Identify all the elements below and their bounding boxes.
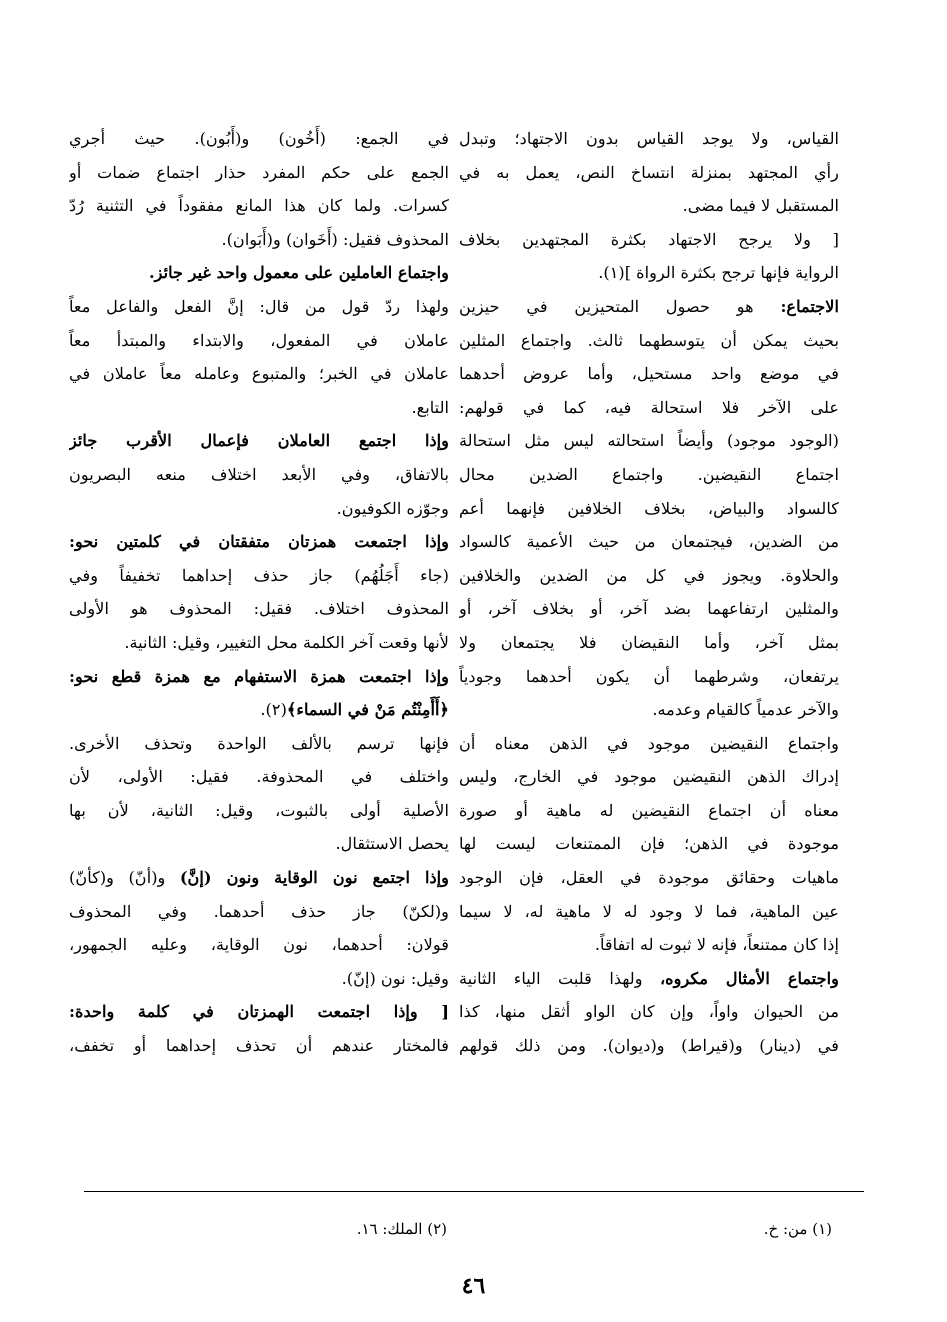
text-line bbox=[459, 391, 839, 425]
text-line bbox=[69, 391, 449, 425]
text-line bbox=[69, 223, 449, 257]
line-text: الجمع على حكم المفرد حذار اجتماع ضمات أو bbox=[69, 162, 449, 182]
bold-term: وإذا اجتمعت همزتان متفقتان في كلمتين نحو: bbox=[69, 532, 449, 552]
line-text: المحذوف فقيل: (أَخَوان) و(أَبَوان). bbox=[221, 229, 449, 249]
line-text: فإنها ترسم بالألف الواحدة وتحذف الأخرى. bbox=[69, 733, 449, 753]
line-text: (٢). bbox=[260, 700, 287, 720]
line-text: هو حصول المتحيزين في حيزين bbox=[459, 296, 781, 316]
line-text: معناه أن اجتماع النقيضين له ماهية أو صورة bbox=[459, 800, 839, 820]
line-text: واختلف في المحذوفة. فقيل: الأولى، لأن bbox=[69, 767, 449, 787]
text-line bbox=[459, 559, 839, 593]
text-line bbox=[69, 525, 449, 559]
line-text: كسرات. ولما كان هذا المانع مفقوداً في التثنية رُدّ bbox=[69, 196, 449, 216]
line-text: بحيث يمكن أن يتوسطهما ثالث. واجتماع المثلين bbox=[459, 330, 839, 350]
line-text: عاملان في المفعول، والابتداء والمبتدأ معاً bbox=[69, 330, 449, 350]
line-text: القياس، ولا يوجد القياس بدون الاجتهاد؛ وتبدل bbox=[459, 129, 839, 148]
line-text: الرواية فإنها ترجح بكثرة الرواة ](١). bbox=[598, 263, 839, 283]
text-line bbox=[459, 827, 839, 861]
text-line bbox=[459, 962, 839, 996]
text-line bbox=[69, 962, 449, 996]
line-text: بمثل آخر، وأما النقيضان فلا يجتمعان ولا bbox=[459, 632, 839, 652]
text-line bbox=[459, 324, 839, 358]
text-line bbox=[459, 727, 839, 761]
line-text: الأصلية أولى بالثبوت، وقيل: الثانية، لأن بها bbox=[69, 800, 449, 820]
text-line bbox=[459, 357, 839, 391]
line-text: [ ولا يرجح الاجتهاد بكثرة المجتهدين بخلاف bbox=[459, 229, 839, 249]
line-text: في (دينار) و(قيراط) و(ديوان). ومن ذلك قولهم bbox=[459, 1036, 839, 1056]
line-text: رأي المجتهد بمنزلة انتساخ النص، يعمل به في bbox=[459, 162, 839, 182]
bold-term: الاجتماع: bbox=[780, 296, 839, 316]
text-line bbox=[69, 357, 449, 391]
line-text: وقيل: نون (إنّ). bbox=[341, 968, 449, 988]
text-line bbox=[459, 223, 839, 257]
text-line bbox=[69, 592, 449, 626]
bold-term: ﴿أَأَمِنْتُم مَنْ في السماء﴾ bbox=[286, 700, 449, 720]
line-text: و(أنّ) و(كأنّ) bbox=[69, 868, 180, 888]
text-line bbox=[69, 995, 449, 1029]
text-line bbox=[459, 693, 839, 727]
bold-term: واجتماع العاملين على معمول واحد غير جائز. bbox=[149, 263, 449, 283]
text-line bbox=[459, 660, 839, 694]
line-text: و(لكنّ) جاز حذف أحدهما. وفي المحذوف bbox=[69, 901, 449, 921]
page-number: ٤٦ bbox=[461, 1273, 486, 1299]
text-line bbox=[69, 1029, 449, 1063]
text-line bbox=[69, 727, 449, 761]
bold-term: وإذا اجتمع نون الوقاية ونون (إنَّ) bbox=[179, 868, 449, 888]
line-text: والمثلين ارتفاعهما بضد آخر، أو بخلاف آخر، أو bbox=[459, 599, 839, 619]
text-line bbox=[459, 626, 839, 660]
line-text: المستقبل لا فيما مضى. bbox=[682, 196, 839, 216]
text-line bbox=[69, 760, 449, 794]
footnote-divider bbox=[84, 1191, 864, 1192]
line-text: يرتفعان، وشرطهما أن يكون أحدهما وجودياً bbox=[459, 666, 839, 686]
line-text: عاملان في الخبر؛ والمتبوع وعامله معاً عاملان في bbox=[69, 364, 449, 384]
line-text: إذا كان ممتنعاً، فإنه لا ثبوت له اتفاقاً. bbox=[594, 935, 839, 955]
bold-term: وإذا اجتمع العاملان فإعمال الأقرب جائز bbox=[69, 431, 449, 451]
text-line bbox=[459, 928, 839, 962]
text-line bbox=[69, 256, 449, 290]
line-text: كالسواد والبياض، بخلاف الخلافين فإنهما أعم bbox=[459, 498, 839, 518]
bold-term: [ وإذا اجتمعت الهمزتان في كلمة واحدة: bbox=[69, 1002, 449, 1022]
line-text: على الآخر فلا استحالة فيه، كما في قولهم: bbox=[459, 397, 839, 417]
text-line bbox=[459, 592, 839, 626]
text-line bbox=[69, 458, 449, 492]
footnote-1: (١) من: خ. bbox=[763, 1220, 832, 1238]
text-line bbox=[459, 122, 839, 156]
text-line bbox=[459, 189, 839, 223]
text-line bbox=[69, 559, 449, 593]
line-text: والآخر عدمياً كالقيام وعدمه. bbox=[652, 700, 839, 720]
text-line bbox=[69, 693, 449, 727]
line-text: ماهيات وحقائق موجودة في العقل، فإن الوجود bbox=[459, 868, 839, 888]
line-text: في الجمع: (أَخُون) و(أَبُون). حيث أجري bbox=[69, 129, 449, 148]
line-text: موجودة في الذهن؛ فإن الممتنعات ليست لها bbox=[459, 834, 839, 854]
text-line bbox=[69, 861, 449, 895]
line-text: فالمختار عندهم أن تحذف إحداهما أو تخفف، bbox=[69, 1036, 449, 1056]
text-line bbox=[459, 995, 839, 1029]
text-line bbox=[69, 424, 449, 458]
line-text: عين الماهية، فما لا وجود له لا ماهية له، لا سيما bbox=[459, 901, 839, 921]
text-line bbox=[69, 156, 449, 190]
text-line bbox=[69, 290, 449, 324]
text-line bbox=[69, 660, 449, 694]
text-line bbox=[459, 1029, 839, 1063]
line-text: والحلاوة. ويجوز في كل من الضدين والخلافين bbox=[459, 565, 839, 585]
text-line bbox=[459, 794, 839, 828]
line-text: واجتماع النقيضين موجود في الذهن معناه أن bbox=[459, 733, 839, 753]
line-text: اجتماع النقيضين. واجتماع الضدين محال bbox=[459, 464, 839, 484]
text-line bbox=[69, 626, 449, 660]
text-line bbox=[459, 290, 839, 324]
bold-term: وإذا اجتمعت همزة الاستفهام مع همزة قطع نحو: bbox=[69, 666, 449, 686]
line-text: ولهذا ردّ قول من قال: إنَّ الفعل والفاعل معاً bbox=[69, 296, 449, 316]
text-line bbox=[69, 492, 449, 526]
text-line bbox=[459, 458, 839, 492]
text-line bbox=[459, 861, 839, 895]
text-line bbox=[459, 156, 839, 190]
text-line bbox=[459, 492, 839, 526]
line-text: المحذوف اختلاف. فقيل: المحذوف هو الأولى bbox=[69, 599, 449, 619]
text-line bbox=[459, 525, 839, 559]
line-text: وجوّزه الكوفيون. bbox=[336, 498, 449, 518]
line-text: لأنها وقعت آخر الكلمة محل التغيير، وقيل: الثانية. bbox=[124, 632, 449, 652]
text-line bbox=[69, 827, 449, 861]
line-text: قولان: أحدهما، نون الوقاية، وعليه الجمهور، bbox=[69, 935, 449, 955]
bold-term: واجتماع الأمثال مكروه، bbox=[659, 968, 839, 988]
text-line bbox=[459, 895, 839, 929]
left-column bbox=[69, 122, 449, 1063]
text-line bbox=[69, 189, 449, 223]
line-text: ولهذا قلبت الياء الثانية bbox=[459, 968, 660, 988]
line-text: يحصل الاستثقال. bbox=[335, 834, 449, 854]
footnote-2: (٢) الملك: ١٦. bbox=[356, 1220, 447, 1238]
line-text: التابع. bbox=[411, 397, 449, 417]
line-text: في موضع واحد مستحيل، وأما عروض أحدهما bbox=[459, 364, 839, 384]
text-line bbox=[459, 760, 839, 794]
text-line bbox=[459, 256, 839, 290]
text-line bbox=[69, 122, 449, 156]
line-text: من الضدين، فيجتمعان من حيث الأعمية كالسواد bbox=[459, 532, 839, 552]
line-text: من الحيوان واواً، وإن كان الواو أثقل منها، كذا bbox=[459, 1002, 839, 1022]
line-text: (جاء أَجَلُهُم) جاز حذف إحداهما تخفيفاً وفي bbox=[69, 565, 449, 585]
line-text: إدراك الذهن النقيضين موجود في الخارج، وليس bbox=[459, 767, 839, 787]
line-text: بالاتفاق، وفي الأبعد اختلاف منعه البصريون bbox=[69, 464, 449, 484]
line-text: (الوجود موجود) وأيضاً استحالته ليس مثل استحالة bbox=[459, 431, 839, 451]
text-line bbox=[459, 424, 839, 458]
text-line bbox=[69, 928, 449, 962]
text-line bbox=[69, 895, 449, 929]
text-line bbox=[69, 794, 449, 828]
text-line bbox=[69, 324, 449, 358]
right-column bbox=[459, 122, 839, 1063]
